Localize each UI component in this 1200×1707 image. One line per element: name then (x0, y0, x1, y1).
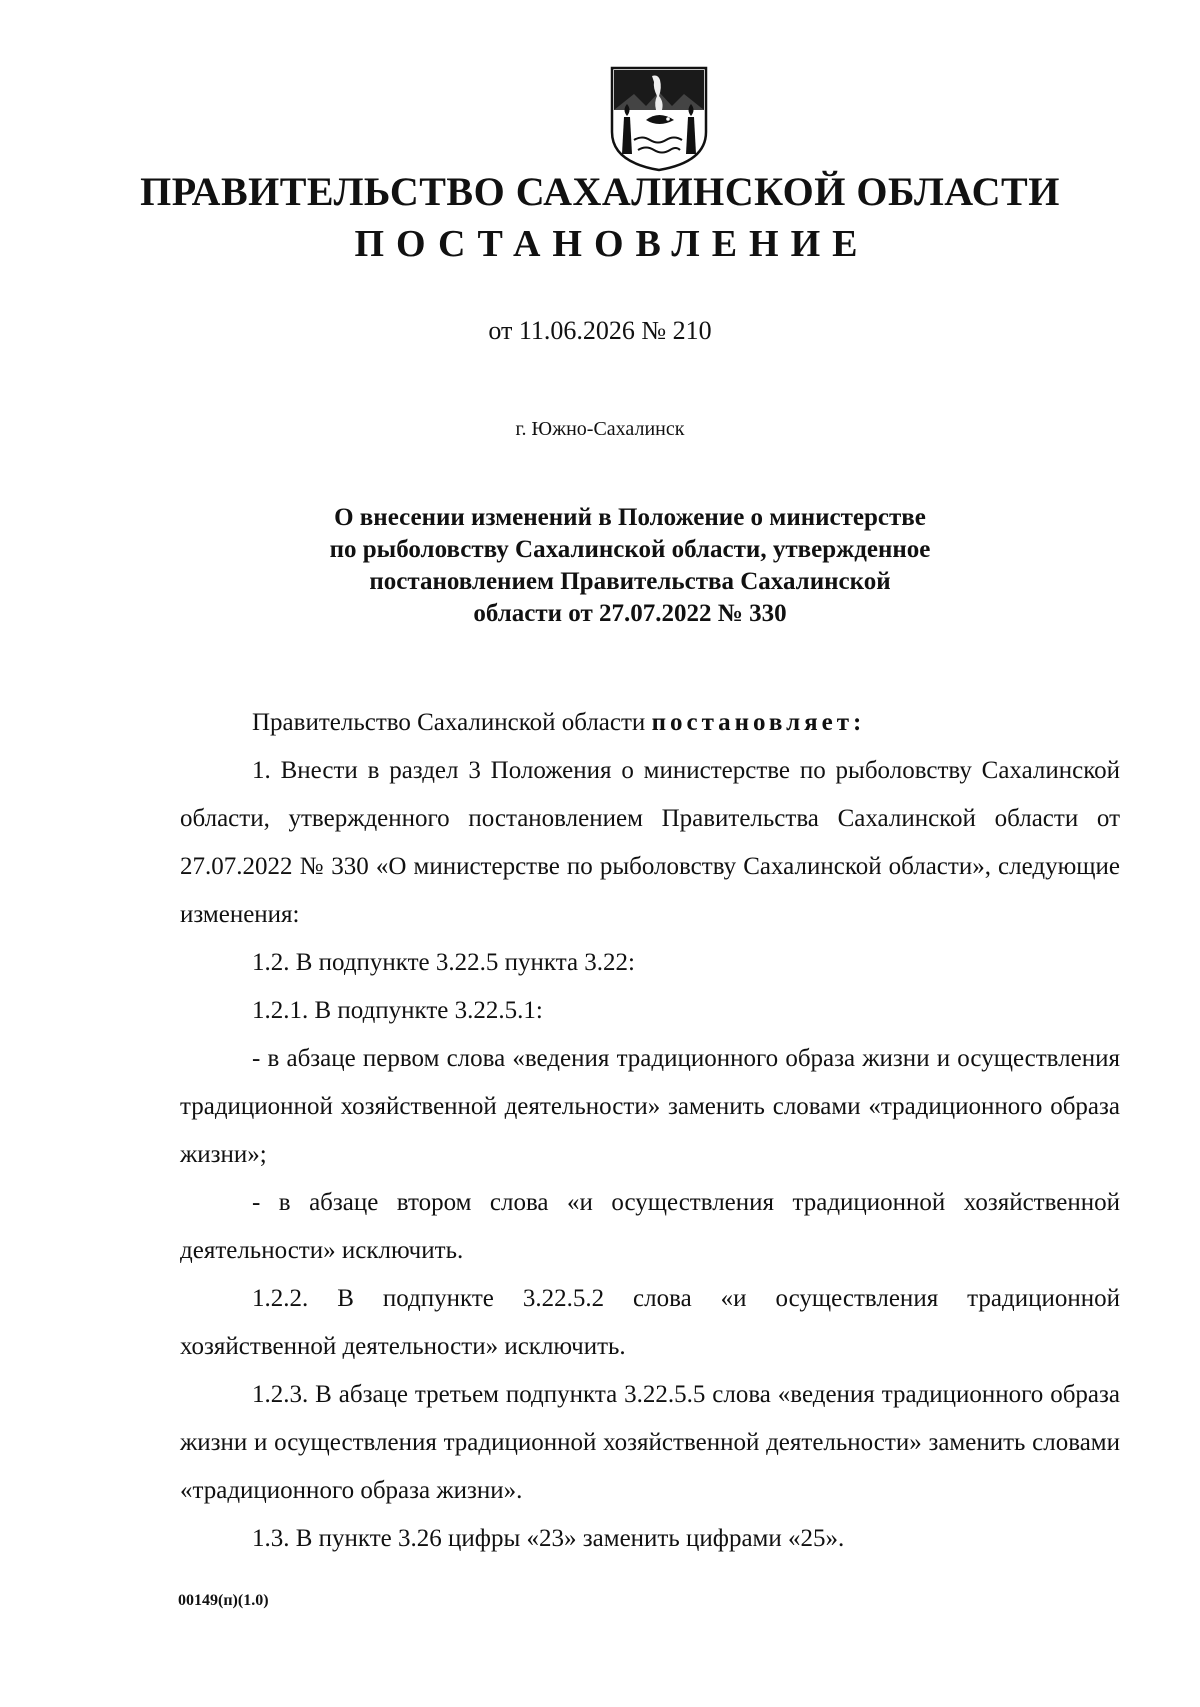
document-date-number: от 11.06.2026 № 210 (488, 316, 712, 345)
document-subject (250, 502, 1010, 630)
document-body (180, 699, 1120, 1563)
body-paragraph: 1. Внести в раздел 3 Положения о министерстве по рыболовству Сахалинской области, утвержденного постановлением Правительства Сахалинской области от 27.07.2022 № 330 «О министерстве по рыболовству Сахалинской области», следующие изменения: (180, 757, 1120, 928)
intro-paragraph (180, 699, 1120, 747)
body-paragraph: 1.2.3. В абзаце третьем подпункта 3.22.5.5 слова «ведения традиционного образа жизни и осуществления традиционной хозяйственной деятельности» заменить словами «традиционного образа жизни». (180, 1381, 1120, 1504)
subject-line: по рыболовству Сахалинской области, утвержденное (329, 536, 931, 563)
intro-text: Правительство Сахалинской области (252, 709, 652, 736)
document-type: ПОСТАНОВЛЕНИЕ (354, 223, 870, 265)
body-paragraph: 1.2.1. В подпункте 3.22.5.1: (252, 997, 543, 1024)
document-city: г. Южно-Сахалинск (515, 418, 685, 440)
subject-line: постановлением Правительства Сахалинской (369, 568, 891, 595)
subject-line: О внесении изменений в Положение о министерстве (334, 504, 926, 531)
intro-verb: постановляет: (651, 709, 866, 736)
subject-line: области от 27.07.2022 № 330 (473, 600, 787, 627)
body-paragraph: 1.2. В подпункте 3.22.5 пункта 3.22: (252, 949, 635, 976)
government-title: ПРАВИТЕЛЬСТВО САХАЛИНСКОЙ ОБЛАСТИ (140, 169, 1060, 214)
sakhalin-coat-of-arms-icon (604, 62, 714, 172)
form-code: 00149(п)(1.0) (178, 1592, 269, 1609)
body-paragraph: 1.3. В пункте 3.26 цифры «23» заменить цифрами «25». (252, 1525, 845, 1552)
body-paragraph: - в абзаце втором слова «и осуществления традиционной хозяйственной деятельности» исключить. (180, 1189, 1120, 1264)
body-paragraph: 1.2.2. В подпункте 3.22.5.2 слова «и осуществления традиционной хозяйственной деятельности» исключить. (180, 1285, 1120, 1360)
body-paragraph: - в абзаце первом слова «ведения традиционного образа жизни и осуществления традиционной хозяйственной деятельности» заменить словами «традиционного образа жизни»; (180, 1045, 1120, 1168)
